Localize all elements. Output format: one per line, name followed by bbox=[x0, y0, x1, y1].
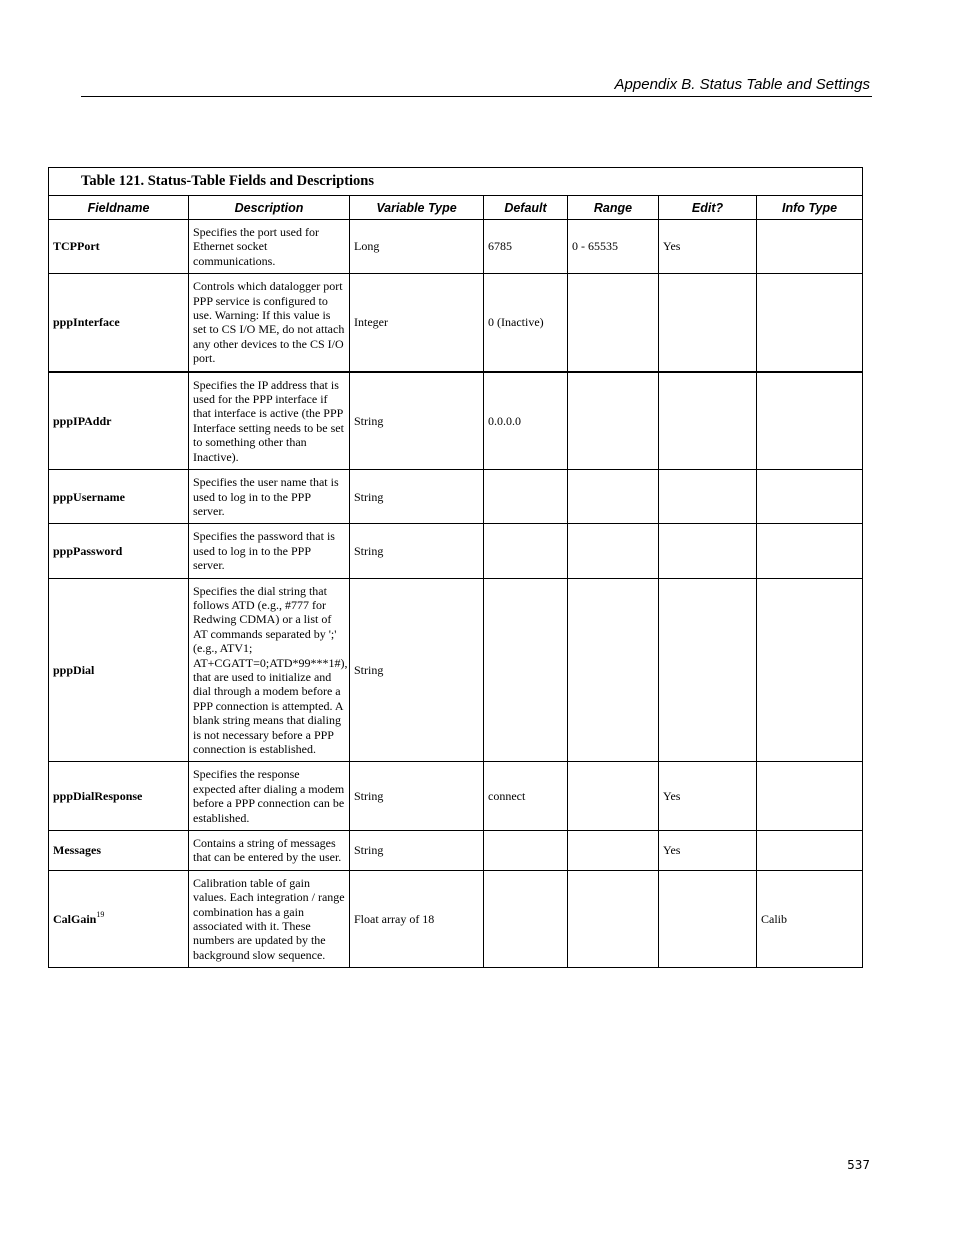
column-header-edit: Edit? bbox=[659, 196, 757, 220]
range-cell bbox=[568, 274, 659, 372]
description-cell: Contains a string of messages that can be entered by the user. bbox=[189, 831, 350, 871]
edit-cell bbox=[659, 470, 757, 524]
edit-cell bbox=[659, 372, 757, 470]
default-cell: connect bbox=[484, 762, 568, 831]
variable-type-cell: String bbox=[350, 524, 484, 578]
range-cell bbox=[568, 831, 659, 871]
fieldname-text: pppDial bbox=[53, 662, 95, 677]
fieldname-cell bbox=[49, 762, 189, 831]
description-cell: Specifies the user name that is used to log in to the PPP server. bbox=[189, 470, 350, 524]
edit-cell bbox=[659, 870, 757, 967]
default-cell bbox=[484, 831, 568, 871]
variable-type-cell: String bbox=[350, 578, 484, 762]
table-row bbox=[49, 470, 863, 524]
edit-cell bbox=[659, 524, 757, 578]
default-cell: 0.0.0.0 bbox=[484, 372, 568, 470]
table-row bbox=[49, 372, 863, 470]
fieldname-cell bbox=[49, 220, 189, 274]
variable-type-cell: String bbox=[350, 470, 484, 524]
info-type-cell bbox=[757, 372, 863, 470]
default-cell: 6785 bbox=[484, 220, 568, 274]
variable-type-cell: String bbox=[350, 762, 484, 831]
variable-type-cell: String bbox=[350, 831, 484, 871]
fieldname-text: pppPassword bbox=[53, 543, 123, 558]
range-cell bbox=[568, 870, 659, 967]
edit-cell bbox=[659, 578, 757, 762]
column-header-fieldname: Fieldname bbox=[49, 196, 189, 220]
info-type-cell bbox=[757, 524, 863, 578]
range-cell bbox=[568, 762, 659, 831]
description-cell: Specifies the IP address that is used for the PPP interface if that interface is active (the PPP Interface setting needs to be set to something other than Inactive). bbox=[189, 372, 350, 470]
column-header-range: Range bbox=[568, 196, 659, 220]
page-header-title: Appendix B. Status Table and Settings bbox=[614, 76, 870, 93]
fieldname-text: pppInterface bbox=[53, 315, 120, 330]
info-type-cell bbox=[757, 831, 863, 871]
table-caption-row bbox=[49, 168, 863, 196]
fieldname-text: TCPPort bbox=[53, 239, 100, 254]
table-header-row bbox=[49, 196, 863, 220]
default-cell bbox=[484, 470, 568, 524]
table-row bbox=[49, 831, 863, 871]
fieldname-text: CalGain bbox=[53, 911, 97, 926]
info-type-cell bbox=[757, 470, 863, 524]
default-cell bbox=[484, 524, 568, 578]
fieldname-text: pppUsername bbox=[53, 489, 126, 504]
edit-cell: Yes bbox=[659, 762, 757, 831]
table-row bbox=[49, 578, 863, 762]
fieldname-cell bbox=[49, 831, 189, 871]
description-cell: Specifies the dial string that follows ATD (e.g., #777 for Redwing CDMA) or a list of AT commands separated by ';' (e.g., ATV1; AT+CGATT=0;ATD*99***1#), that are used to initialize and dial through a modem before a PPP connection is attempted. A blank string means that dialing is not necessary before a PPP connection is established. bbox=[189, 578, 350, 762]
description-cell: Specifies the port used for Ethernet socket communications. bbox=[189, 220, 350, 274]
page-number: 537 bbox=[847, 1158, 870, 1172]
edit-cell: Yes bbox=[659, 831, 757, 871]
table-row bbox=[49, 220, 863, 274]
table-row bbox=[49, 762, 863, 831]
fieldname-text: pppIPAddr bbox=[53, 413, 112, 428]
range-cell bbox=[568, 470, 659, 524]
default-cell bbox=[484, 870, 568, 967]
fieldname-cell bbox=[49, 870, 189, 967]
default-cell: 0 (Inactive) bbox=[484, 274, 568, 372]
table-row bbox=[49, 870, 863, 967]
status-table bbox=[48, 167, 863, 968]
info-type-cell bbox=[757, 220, 863, 274]
description-cell: Controls which datalogger port PPP service is configured to use. Warning: If this value is set to CS I/O ME, do not attach any other devices to the CS I/O port. bbox=[189, 274, 350, 372]
default-cell bbox=[484, 578, 568, 762]
info-type-cell bbox=[757, 274, 863, 372]
variable-type-cell: Float array of 18 bbox=[350, 870, 484, 967]
range-cell bbox=[568, 524, 659, 578]
edit-cell bbox=[659, 274, 757, 372]
variable-type-cell: Integer bbox=[350, 274, 484, 372]
fieldname-cell bbox=[49, 524, 189, 578]
column-header-info-type: Info Type bbox=[757, 196, 863, 220]
table-caption: Table 121. Status-Table Fields and Descriptions bbox=[49, 168, 863, 196]
range-cell bbox=[568, 578, 659, 762]
range-cell: 0 - 65535 bbox=[568, 220, 659, 274]
info-type-cell bbox=[757, 578, 863, 762]
column-header-default: Default bbox=[484, 196, 568, 220]
table-row bbox=[49, 274, 863, 372]
info-type-cell: Calib bbox=[757, 870, 863, 967]
fieldname-text: pppDialResponse bbox=[53, 789, 143, 804]
fieldname-text: Messages bbox=[53, 843, 101, 858]
range-cell bbox=[568, 372, 659, 470]
info-type-cell bbox=[757, 762, 863, 831]
column-header-description: Description bbox=[189, 196, 350, 220]
header-divider bbox=[81, 96, 872, 97]
fieldname-cell bbox=[49, 274, 189, 372]
fieldname-cell bbox=[49, 470, 189, 524]
edit-cell: Yes bbox=[659, 220, 757, 274]
fieldname-cell bbox=[49, 372, 189, 470]
variable-type-cell: Long bbox=[350, 220, 484, 274]
description-cell: Specifies the password that is used to log in to the PPP server. bbox=[189, 524, 350, 578]
fieldname-cell bbox=[49, 578, 189, 762]
variable-type-cell: String bbox=[350, 372, 484, 470]
table-row bbox=[49, 524, 863, 578]
column-header-variable-type: Variable Type bbox=[350, 196, 484, 220]
description-cell: Calibration table of gain values. Each integration / range combination has a gain associated with it. These numbers are updated by the background slow sequence. bbox=[189, 870, 350, 967]
description-cell: Specifies the response expected after dialing a modem before a PPP connection can be established. bbox=[189, 762, 350, 831]
footnote-marker: 19 bbox=[96, 909, 105, 919]
